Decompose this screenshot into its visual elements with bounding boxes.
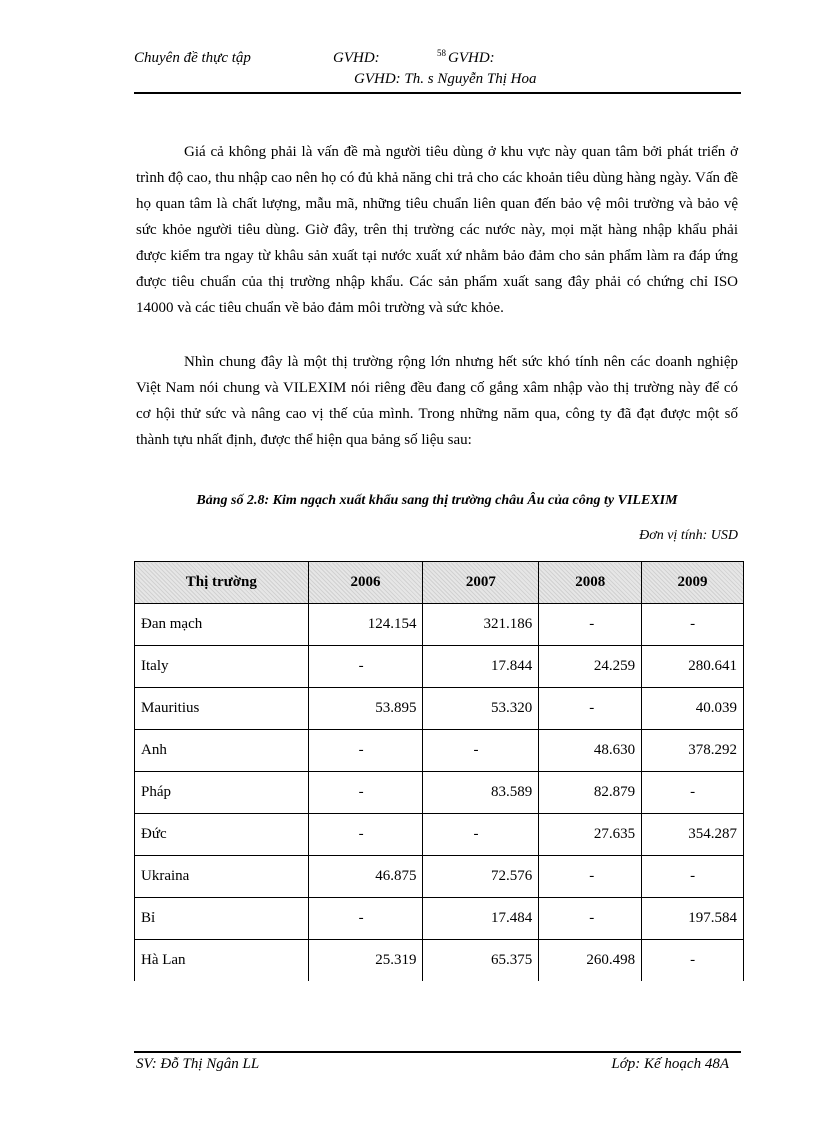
- value-cell: -: [642, 940, 744, 982]
- value-cell: -: [539, 604, 642, 646]
- table-row: [135, 604, 744, 646]
- table-unit: Đơn vị tính: USD: [639, 528, 738, 543]
- value-cell: 260.498: [539, 940, 642, 982]
- value-cell: 17.484: [423, 898, 539, 940]
- value-cell: -: [308, 814, 423, 856]
- header-doc-type: Chuyên đề thực tập: [134, 50, 251, 66]
- column-header: 2009: [642, 562, 744, 604]
- value-cell: 53.320: [423, 688, 539, 730]
- table-row: [135, 898, 744, 940]
- value-cell: -: [539, 898, 642, 940]
- table-row: [135, 688, 744, 730]
- footer-class: Lớp: Kế hoạch 48A: [611, 1056, 729, 1072]
- paragraph-text: Nhìn chung đây là một thị trường rộng lớn nhưng hết sức khó tính nên các doanh nghiệp Việt Nam nói chung và VILEXIM nói riêng đều đang cố gắng xâm nhập vào thị trường này để có cơ hội thử sức và nâng cao vị thế của mình. Trong những năm qua, công ty đã đạt được một số thành tựu nhất định, được thể hiện qua bảng số liệu sau:: [136, 354, 738, 448]
- value-cell: -: [308, 646, 423, 688]
- footer-rule: [134, 1051, 741, 1053]
- market-name-cell: Đức: [135, 814, 309, 856]
- value-cell: 321.186: [423, 604, 539, 646]
- header-gvhd-label-2: GVHD:: [448, 50, 495, 66]
- value-cell: 48.630: [539, 730, 642, 772]
- value-cell: -: [642, 856, 744, 898]
- market-name-cell: Bỉ: [135, 898, 309, 940]
- paragraph-text: Giá cả không phải là vấn đề mà người tiêu dùng ở khu vực này quan tâm bởi phát triển ở trình độ cao, thu nhập cao nên họ có đủ khả năng chi trả cho các khoản tiêu dùng hàng ngày. Vấn đề họ quan tâm là chất lượng, mẫu mã, những tiêu chuẩn liên quan đến bảo vệ môi trường và bảo vệ sức khỏe người tiêu dùng. Giờ đây, trên thị trường các nước này, mọi mặt hàng nhập khẩu phải được kiểm tra ngay từ khâu sản xuất tại nước xuất xứ nhằm bảo đảm cho sản phẩm làm ra đáp ứng được tiêu chuẩn của thị trường nhập khẩu. Các sản phẩm xuất sang đây phải có chứng chỉ ISO 14000 và các tiêu chuẩn về bảo đảm môi trường và sức khỏe.: [136, 144, 738, 316]
- header-gvhd-label: GVHD:: [333, 50, 380, 66]
- value-cell: 40.039: [642, 688, 744, 730]
- header-rule: [134, 92, 741, 94]
- export-table: [134, 561, 744, 981]
- table-row: [135, 940, 744, 982]
- page-number: 58: [437, 48, 446, 58]
- market-name-cell: Italy: [135, 646, 309, 688]
- value-cell: -: [308, 730, 423, 772]
- value-cell: 354.287: [642, 814, 744, 856]
- table-row: [135, 646, 744, 688]
- header-supervisor: GVHD: Th. s Nguyễn Thị Hoa: [354, 71, 537, 87]
- market-name-cell: Ukraina: [135, 856, 309, 898]
- market-name-cell: Hà Lan: [135, 940, 309, 982]
- table-header-row: [135, 562, 744, 604]
- market-name-cell: Mauritius: [135, 688, 309, 730]
- value-cell: 124.154: [308, 604, 423, 646]
- value-cell: 46.875: [308, 856, 423, 898]
- column-header: 2007: [423, 562, 539, 604]
- value-cell: -: [423, 730, 539, 772]
- column-header: Thị trường: [135, 562, 309, 604]
- value-cell: 65.375: [423, 940, 539, 982]
- value-cell: 53.895: [308, 688, 423, 730]
- value-cell: -: [423, 814, 539, 856]
- table-row: [135, 814, 744, 856]
- value-cell: 378.292: [642, 730, 744, 772]
- value-cell: 24.259: [539, 646, 642, 688]
- column-header: 2006: [308, 562, 423, 604]
- value-cell: -: [539, 856, 642, 898]
- footer-student: SV: Đỗ Thị Ngân LL: [136, 1056, 260, 1072]
- value-cell: 17.844: [423, 646, 539, 688]
- value-cell: 27.635: [539, 814, 642, 856]
- value-cell: -: [539, 688, 642, 730]
- table-caption: Bảng số 2.8: Kim ngạch xuất khẩu sang thị trường châu Âu của công ty VILEXIM: [196, 493, 678, 508]
- column-header: 2008: [539, 562, 642, 604]
- value-cell: 82.879: [539, 772, 642, 814]
- table-row: [135, 730, 744, 772]
- value-cell: -: [642, 604, 744, 646]
- value-cell: 83.589: [423, 772, 539, 814]
- value-cell: 197.584: [642, 898, 744, 940]
- table-row: [135, 856, 744, 898]
- value-cell: -: [308, 898, 423, 940]
- market-name-cell: Pháp: [135, 772, 309, 814]
- value-cell: -: [642, 772, 744, 814]
- value-cell: 25.319: [308, 940, 423, 982]
- body-paragraph-2: [136, 349, 738, 453]
- value-cell: -: [308, 772, 423, 814]
- table-row: [135, 772, 744, 814]
- value-cell: 280.641: [642, 646, 744, 688]
- market-name-cell: Anh: [135, 730, 309, 772]
- body-paragraph-1: [136, 139, 738, 321]
- market-name-cell: Đan mạch: [135, 604, 309, 646]
- value-cell: 72.576: [423, 856, 539, 898]
